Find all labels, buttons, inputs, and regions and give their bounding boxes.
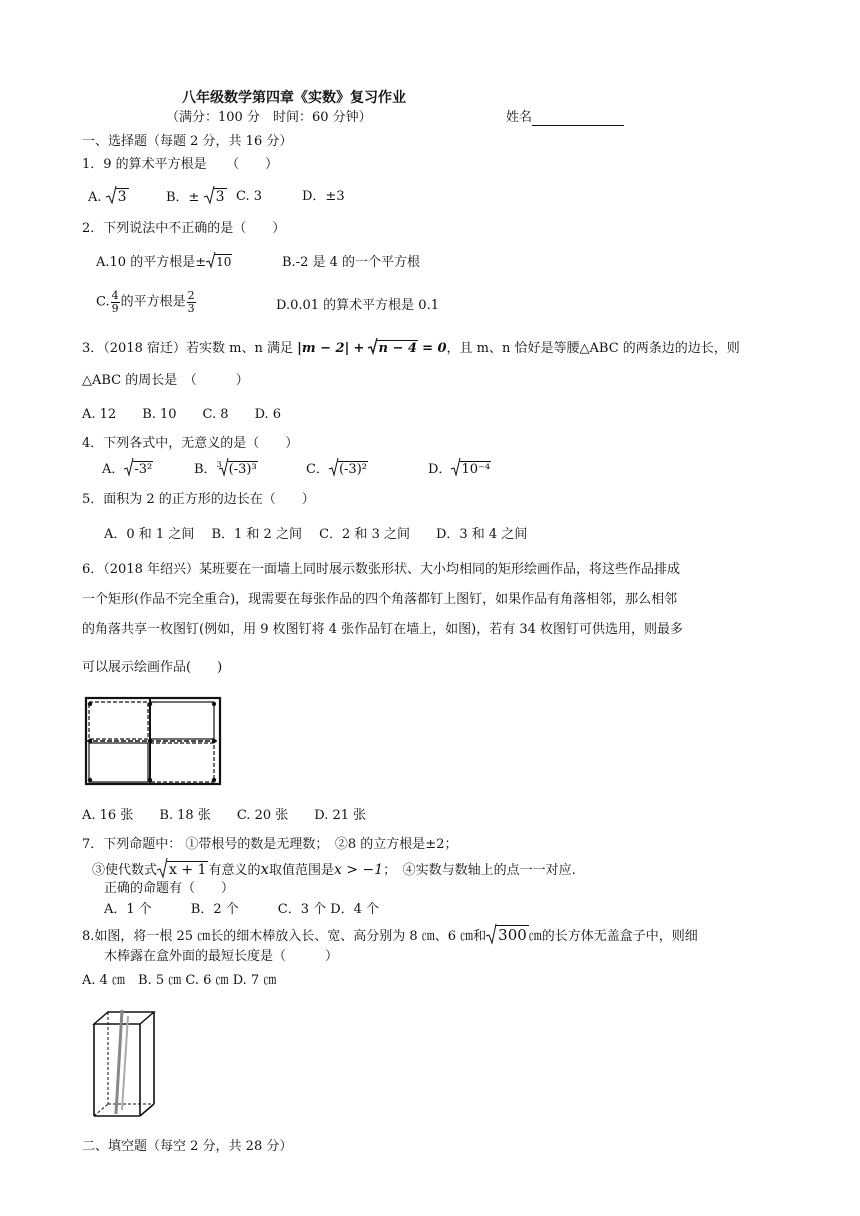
question-6-options: A. 16 张 B. 18 张 C. 20 张 D. 21 张 xyxy=(82,808,367,823)
question-6-line-2: 一个矩形(作品不完全重合)，现需要在每张作品的四个角落都钉上图钉，如果作品有角落相邻，那么相邻 xyxy=(82,592,678,607)
pin xyxy=(212,702,216,706)
radical-sign xyxy=(106,186,116,209)
exam-meta: （满分：100 分 时间：60 分钟） xyxy=(166,110,372,125)
pinned-artworks-figure xyxy=(84,696,222,786)
question-4-option-b: B．$^3$ (-3)³ xyxy=(194,458,258,481)
pin xyxy=(88,702,92,706)
radical-sign xyxy=(157,858,167,883)
question-7-line-2: ③使代数式 x + 1 有意义的x取值范围是x > −1； ④实数与数轴上的点一一对应. xyxy=(92,858,576,883)
box-hidden-edge xyxy=(94,1104,108,1116)
pin xyxy=(212,739,216,743)
pin xyxy=(88,739,92,743)
pin xyxy=(148,702,152,706)
fraction: $\frac{2}{3}$ xyxy=(187,289,195,315)
question-6-line-1: 6．（2018 年绍兴）某班要在一面墙上同时展示数张形状、大小均相同的矩形绘画作品，将这些作品排成 xyxy=(82,562,680,577)
wooden-stick-shadow xyxy=(122,1016,128,1110)
section-heading-1: 一、选择题（每题 2 分，共 16 分） xyxy=(82,134,293,149)
artwork-bottom-right xyxy=(150,743,214,782)
artwork-top-left xyxy=(89,702,148,739)
question-7-line-1: 7．下列命题中： ①带根号的数是无理数； ②8 的立方根是±2； xyxy=(82,837,458,852)
question-4-option-c: C． (-3)² xyxy=(306,458,368,481)
question-8-line-2: 木棒露在盒外面的最短长度是（ ） xyxy=(104,949,339,964)
question-1-option-d: D．±3 xyxy=(302,189,345,204)
question-5-options: A．0 和 1 之间 B．1 和 2 之间 C．2 和 3 之间 D．3 和 4 之间 xyxy=(104,527,528,542)
radical-sign xyxy=(219,458,228,481)
artwork-top-right xyxy=(150,702,214,739)
question-4-stem: 4．下列各式中，无意义的是（ ） xyxy=(82,436,299,451)
pin xyxy=(88,778,92,782)
fraction: $\frac{4}{9}$ xyxy=(111,289,119,315)
question-2-option-a: A.10 的平方根是± 10 xyxy=(96,252,232,273)
question-4-option-d: D． 10⁻⁴ xyxy=(428,458,491,481)
question-1-stem: 1．9 的算术平方根是 （ ） xyxy=(82,157,279,172)
artwork-bottom-left xyxy=(89,743,148,782)
question-3-line-2: △ABC 的周长是 （ ） xyxy=(82,373,249,388)
question-5-stem: 5．面积为 2 的正方形的边长在（ ） xyxy=(82,492,315,507)
question-3-line-1: 3．（2018 宿迁）若实数 m、n 满足 |m − 2| + n − 4 = 0，且 m、n 恰好是等腰△ABC 的两条边的边长，则 xyxy=(82,338,740,359)
box-top-edges xyxy=(94,1012,154,1024)
radical-sign xyxy=(204,186,214,209)
radical-sign xyxy=(329,458,338,481)
question-2-stem: 2．下列说法中不正确的是（ ） xyxy=(82,221,286,236)
name-blank xyxy=(532,111,624,126)
question-1-option-a: A. 3 xyxy=(88,186,129,209)
question-3-options: A. 12 B. 10 C. 8 D. 6 xyxy=(82,407,282,422)
question-6-line-4: 可以展示绘画作品( ) xyxy=(82,660,223,675)
question-7-line-3: 正确的命题有（ ） xyxy=(104,881,235,896)
question-2-option-b: B.-2 是 4 的一个平方根 xyxy=(282,255,421,270)
question-4-option-a: A． -3² xyxy=(102,458,153,481)
box-edge xyxy=(140,1104,154,1116)
pin xyxy=(148,739,152,743)
question-2-option-d: D.0.01 的算术平方根是 0.1 xyxy=(276,298,439,313)
radical-sign xyxy=(486,924,496,949)
name-label: 姓名 xyxy=(506,110,533,125)
pin xyxy=(212,778,216,782)
question-8-options: A. 4 ㎝ B. 5 ㎝ C. 6 ㎝ D. 7 ㎝ xyxy=(82,973,277,988)
wooden-stick xyxy=(116,1010,122,1114)
question-6-line-3: 的角落共享一枚图钉(例如，用 9 枚图钉将 4 张作品钉在墙上，如图)，若有 34 枚图钉可供选用，则最多 xyxy=(82,622,684,637)
question-1-option-b: B．± 3 xyxy=(166,186,227,209)
question-1-option-c: C. 3 xyxy=(236,189,263,204)
question-2-option-c: C. $\frac{4}{9}$ 的平方根是 $\frac{2}{3}$ xyxy=(96,289,195,315)
box-with-stick-figure xyxy=(92,1010,158,1118)
section-heading-2: 二、填空题（每空 2 分，共 28 分） xyxy=(82,1139,293,1154)
page-title: 八年级数学第四章《实数》复习作业 xyxy=(182,90,406,106)
name-field xyxy=(506,110,624,126)
question-7-options: A．1 个 B．2 个 C．3 个 D．4 个 xyxy=(104,902,380,917)
question-8-line-1: 8.如图，将一根 25 ㎝长的细木棒放入长、宽、高分别为 8 ㎝、6 ㎝和 300 ㎝的长方体无盖盒子中，则细 xyxy=(82,924,698,949)
radical-sign xyxy=(206,252,215,273)
pin xyxy=(148,778,152,782)
